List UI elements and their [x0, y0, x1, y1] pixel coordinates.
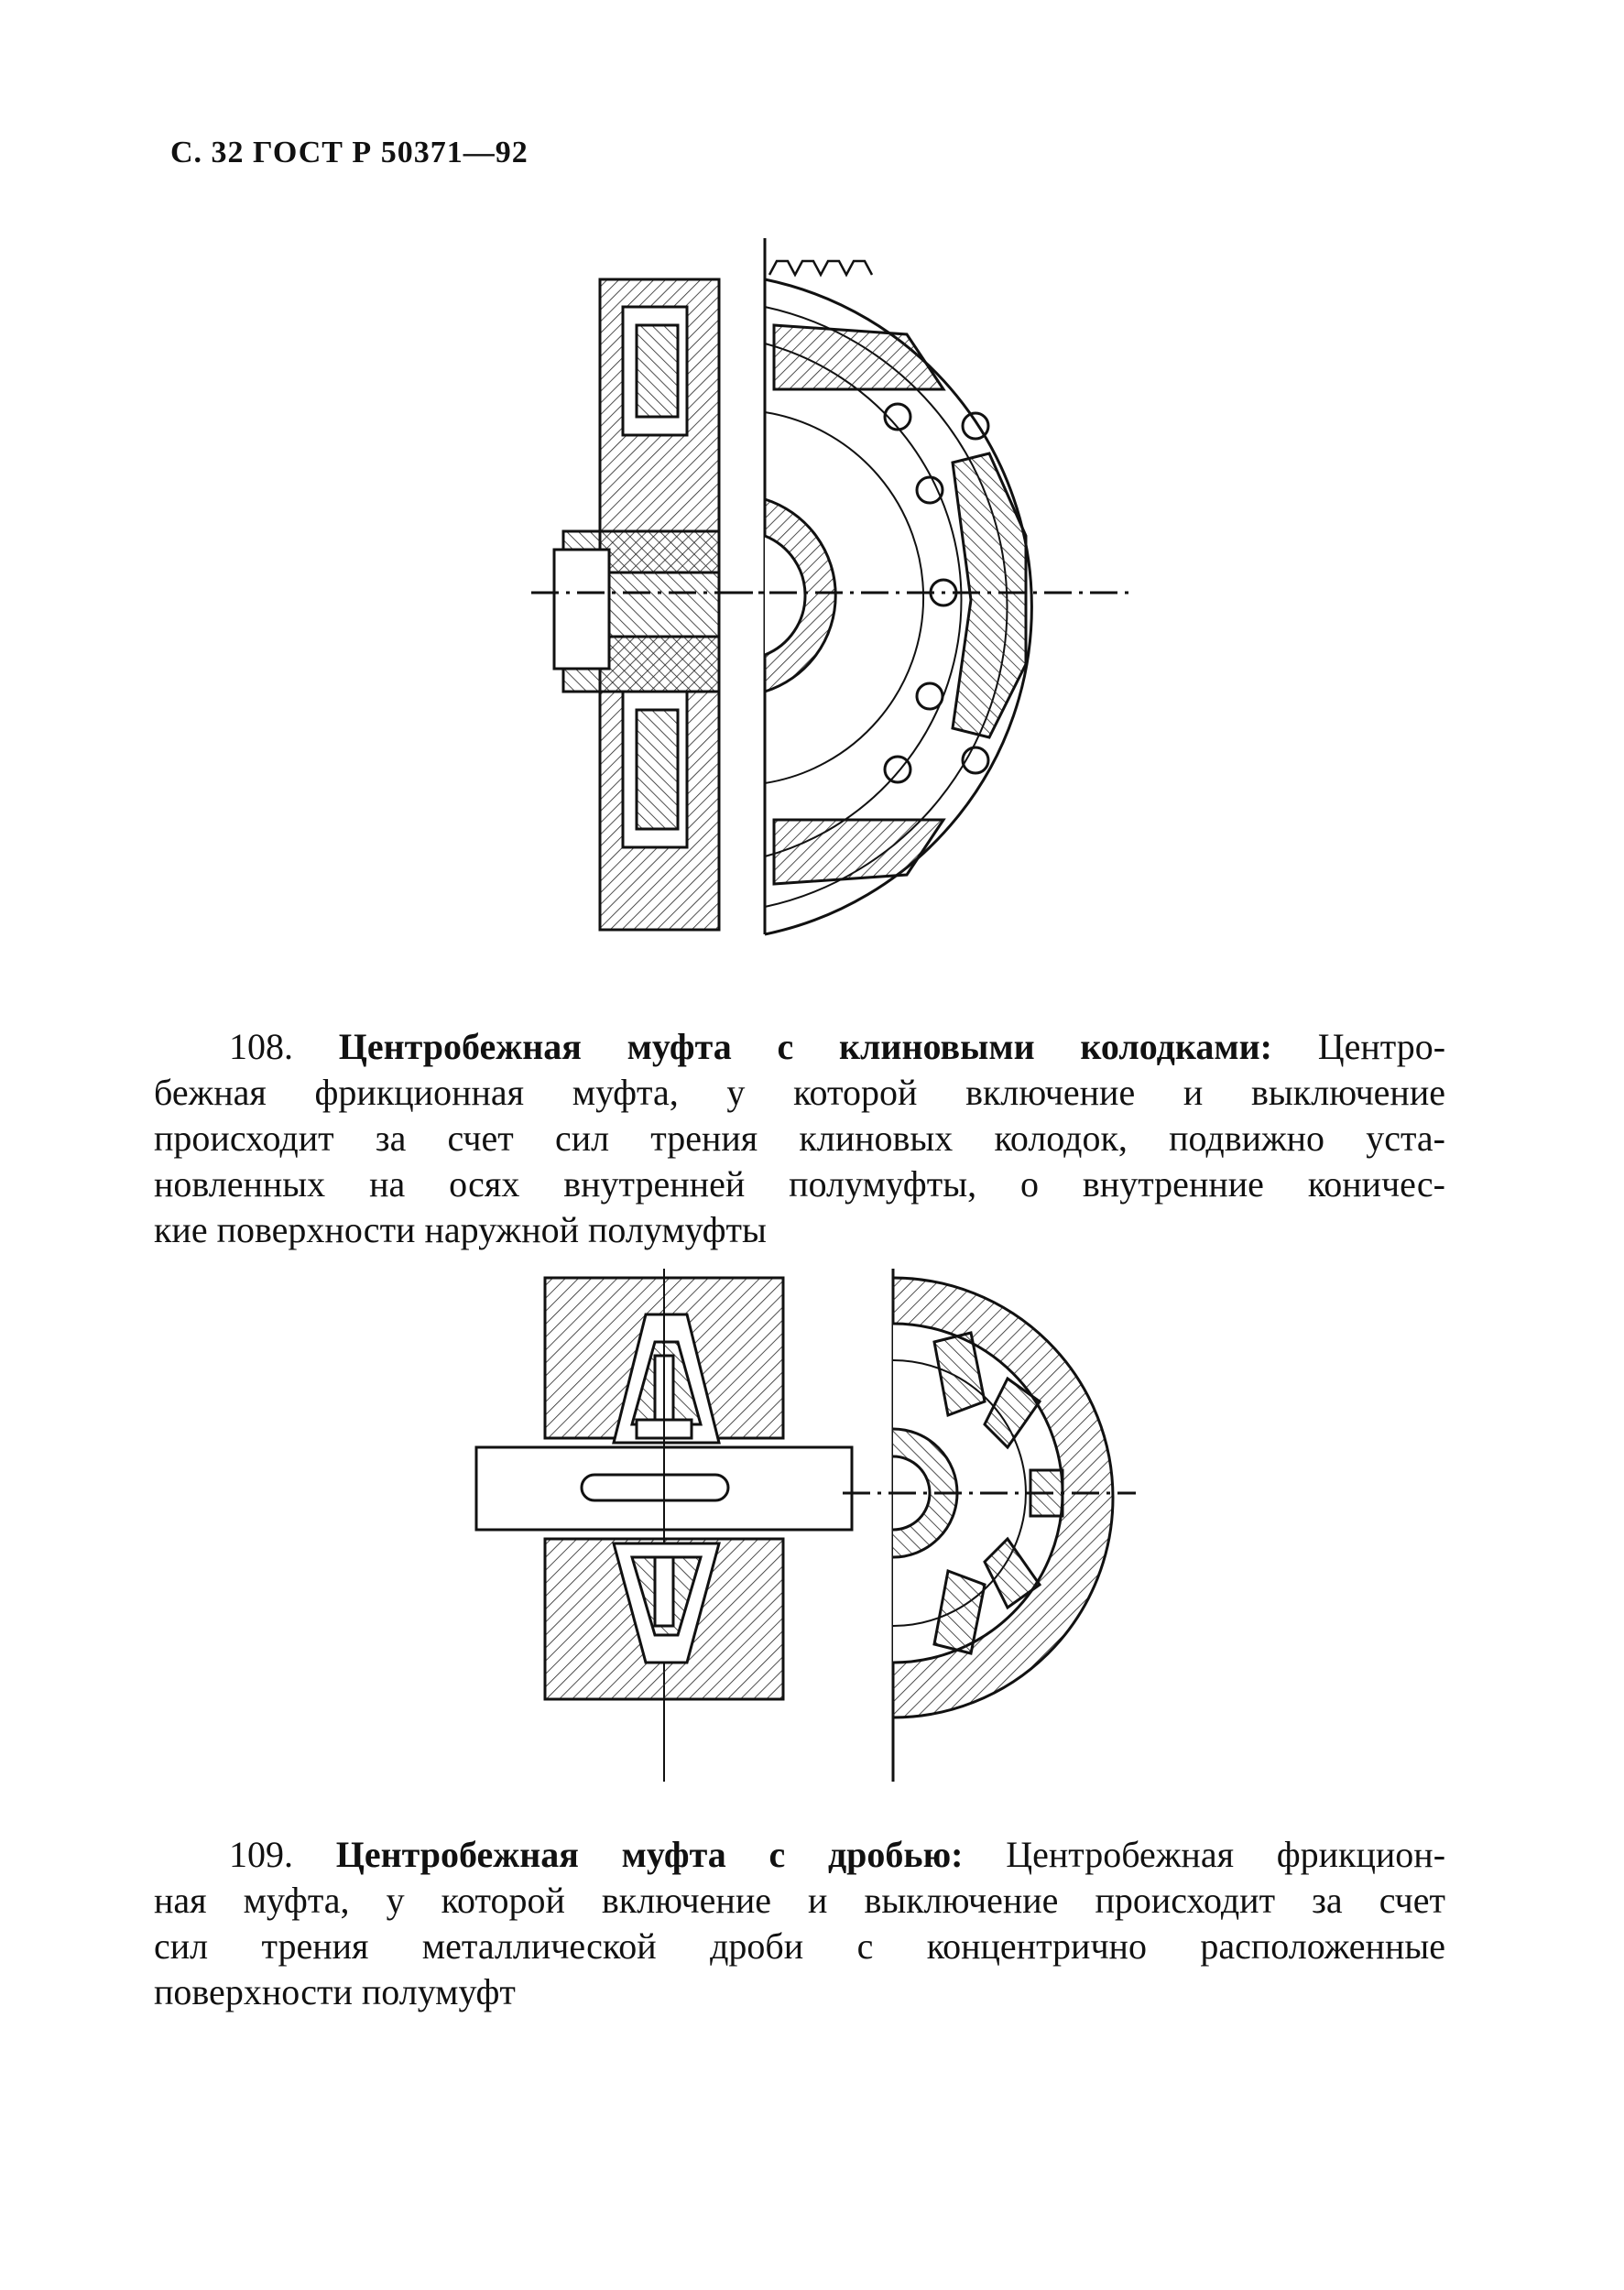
section-108-term: Центробежная муфта с клиновыми колодками:	[338, 1026, 1272, 1067]
section-108-line-4: новленных на осях внутренней полумуфты, о внутренние коничес-	[154, 1163, 1445, 1205]
section-108-line-3: происходит за счет сил трения клиновых колодок, подвижно уста-	[154, 1118, 1445, 1159]
section-108-text-1: Центро-	[1317, 1026, 1446, 1067]
section-109-text-1: Центробежная фрикцион-	[1006, 1834, 1446, 1875]
section-108-line-5: кие поверхности наружной полумуфты	[154, 1209, 767, 1250]
section-109	[154, 1832, 1445, 2015]
section-109-line-2: ная муфта, у которой включение и выключение происходит за счет	[154, 1880, 1445, 1921]
section-108	[154, 1024, 1445, 1253]
figure-wedge-shoe-clutch	[458, 1269, 1154, 1782]
section-109-line-1	[154, 1832, 1445, 1878]
figure-shoe-clutch	[513, 234, 1145, 939]
section-109-number: 109.	[229, 1834, 293, 1875]
section-108-number: 108.	[229, 1026, 293, 1067]
section-108-line-2: бежная фрикционная муфта, у которой включение и выключение	[154, 1072, 1445, 1113]
section-108-line-1	[154, 1024, 1445, 1070]
section-109-line-3: сил трения металлической дроби с концентрично расположенные	[154, 1925, 1445, 1967]
page-header: С. 32 ГОСТ Р 50371—92	[170, 136, 529, 169]
section-109-line-4: поверхности полумуфт	[154, 1971, 516, 2012]
section-109-term: Центробежная муфта с дробью:	[335, 1834, 964, 1875]
